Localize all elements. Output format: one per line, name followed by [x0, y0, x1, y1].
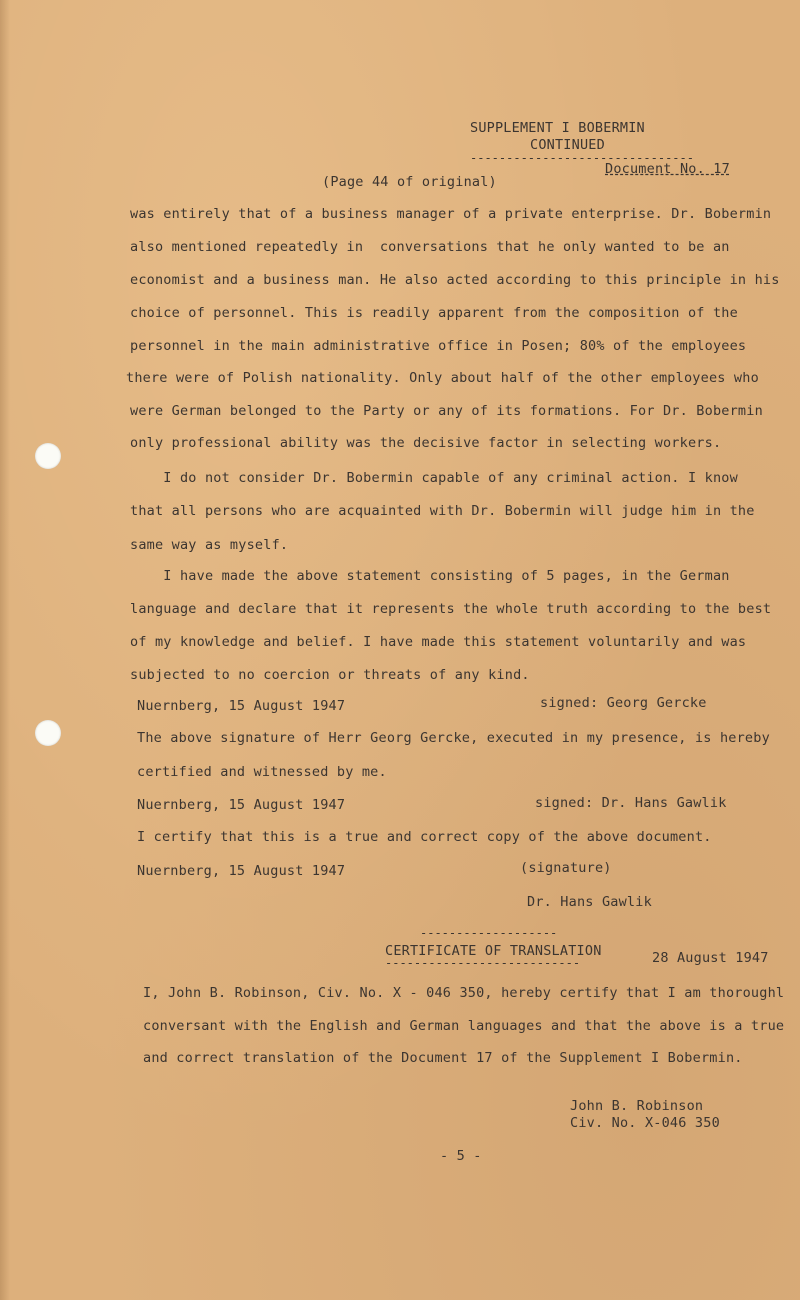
translator-civ-number: Civ. No. X-046 350	[570, 1115, 720, 1131]
certificate-line: and correct translation of the Document 17 of the Supplement I Bobermin.	[143, 1050, 743, 1066]
body-line: subjected to no coercion or threats of any kind.	[130, 667, 530, 683]
header-dash-rule: -------------------------------	[470, 151, 694, 165]
body-line: same way as myself.	[130, 537, 289, 553]
body-line: were German belonged to the Party or any of its formations. For Dr. Bobermin	[130, 403, 763, 419]
page-reference: (Page 44 of original)	[322, 174, 497, 190]
certificate-title: CERTIFICATE OF TRANSLATION	[385, 943, 602, 959]
page-number: - 5 -	[440, 1148, 482, 1164]
place-date-1: Nuernberg, 15 August 1947	[137, 698, 346, 714]
body-line: was entirely that of a business manager of a private enterprise. Dr. Bobermin	[130, 206, 772, 222]
signature-placeholder: (signature)	[520, 860, 612, 876]
signature-name: Dr. Hans Gawlik	[527, 894, 652, 910]
body-line: there were of Polish nationality. Only about half of the other employees who	[126, 370, 759, 386]
document-number: Document No. 17	[605, 161, 730, 177]
continued-label: CONTINUED	[530, 137, 605, 153]
place-date-3: Nuernberg, 15 August 1947	[137, 863, 346, 879]
page-edge-shadow	[0, 0, 10, 1300]
copy-certification: I certify that this is a true and correct copy of the above document.	[137, 829, 712, 845]
certify-line-2: certified and witnessed by me.	[137, 764, 387, 780]
place-date-2: Nuernberg, 15 August 1947	[137, 797, 346, 813]
certificate-top-rule: -------------------	[420, 926, 558, 940]
certificate-line: I, John B. Robinson, Civ. No. X - 046 350, hereby certify that I am thoroughl	[143, 985, 785, 1001]
signed-gawlik: signed: Dr. Hans Gawlik	[535, 795, 727, 811]
certificate-date: 28 August 1947	[652, 950, 769, 966]
supplement-title: SUPPLEMENT I BOBERMIN	[470, 120, 645, 136]
body-line: of my knowledge and belief. I have made this statement voluntarily and was	[130, 634, 747, 650]
translator-name: John B. Robinson	[570, 1098, 704, 1114]
certificate-bottom-rule: ---------------------------	[385, 956, 581, 970]
certificate-line: conversant with the English and German languages and that the above is a true	[143, 1018, 785, 1034]
body-line: I have made the above statement consisting of 5 pages, in the German	[130, 568, 730, 584]
body-line: also mentioned repeatedly in conversations that he only wanted to be an	[130, 239, 730, 255]
body-line: I do not consider Dr. Bobermin capable of any criminal action. I know	[130, 470, 738, 486]
body-line: choice of personnel. This is readily apparent from the composition of the	[130, 305, 738, 321]
punch-hole-top	[35, 443, 61, 469]
body-line: that all persons who are acquainted with Dr. Bobermin will judge him in the	[130, 503, 755, 519]
body-line: language and declare that it represents the whole truth according to the best	[130, 601, 772, 617]
body-line: only professional ability was the decisive factor in selecting workers.	[130, 435, 722, 451]
body-line: personnel in the main administrative office in Posen; 80% of the employees	[130, 338, 747, 354]
body-line: economist and a business man. He also acted according to this principle in his	[130, 272, 780, 288]
signed-gercke: signed: Georg Gercke	[540, 695, 707, 711]
certify-line-1: The above signature of Herr Georg Gercke, executed in my presence, is hereby	[137, 730, 770, 746]
punch-hole-bottom	[35, 720, 61, 746]
